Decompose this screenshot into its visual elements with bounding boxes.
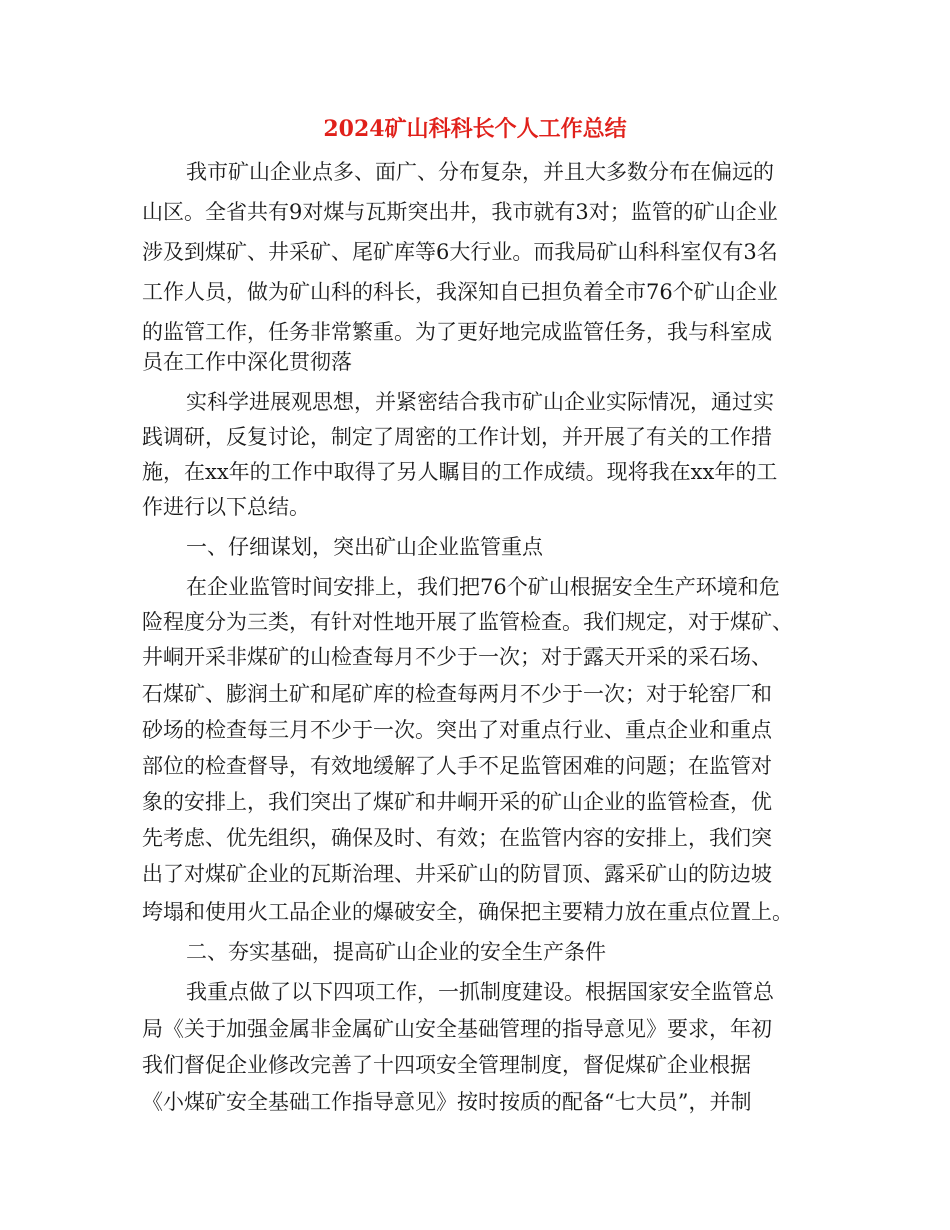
section-heading-2: 二、夯实基础，提高矿山企业的安全生产条件	[186, 940, 606, 964]
body-line: 涉及到煤矿、井采矿、尾矿库等6大行业。而我局矿山科科室仅有3名	[142, 240, 778, 264]
body-line: 我们督促企业修改完善了十四项安全管理制度，督促煤矿企业根据	[142, 1053, 751, 1077]
body-line: 员在工作中深化贯彻落	[142, 350, 352, 374]
body-line: 先考虑、优先组织，确保及时、有效；在监管内容的安排上，我们突	[142, 826, 772, 850]
body-line: 《小煤矿安全基础工作指导意见》按时按质的配备“七大员”，并制	[142, 1090, 752, 1114]
body-line: 我市矿山企业点多、面广、分布复杂，并且大多数分布在偏远的	[186, 160, 774, 184]
body-line: 垮塌和使用火工品企业的爆破安全，确保把主要精力放在重点位置上。	[142, 900, 793, 924]
body-line: 象的安排上，我们突出了煤矿和井峒开采的矿山企业的监管检查，优	[142, 790, 772, 814]
body-line: 施，在xx年的工作中取得了另人瞩目的工作成绩。现将我在xx年的工	[142, 460, 778, 484]
document-title: 2024矿山科科长个人工作总结	[323, 116, 627, 142]
body-line: 出了对煤矿企业的瓦斯治理、井采矿山的防冒顶、露采矿山的防边坡	[142, 862, 772, 886]
body-line: 实科学进展观思想，并紧密结合我市矿山企业实际情况，通过实	[186, 390, 774, 414]
body-line: 的监管工作，任务非常繁重。为了更好地完成监管任务，我与科室成	[142, 320, 772, 344]
body-line: 工作人员，做为矿山科的科长，我深知自已担负着全市76个矿山企业	[142, 280, 778, 304]
body-line: 在企业监管时间安排上，我们把76个矿山根据安全生产环境和危	[186, 575, 780, 599]
body-line: 局《关于加强金属非金属矿山安全基础管理的指导意见》要求，年初	[142, 1017, 772, 1041]
body-line: 险程度分为三类，有针对性地开展了监管检查。我们规定，对于煤矿、	[142, 610, 793, 634]
body-line: 井峒开采非煤矿的山检查每月不少于一次；对于露天开采的采石场、	[142, 645, 772, 669]
body-line: 山区。全省共有9对煤与瓦斯突出井，我市就有3对；监管的矿山企业	[142, 200, 778, 224]
body-line: 石煤矿、膨润土矿和尾矿库的检查每两月不少于一次；对于轮窑厂和	[142, 682, 772, 706]
body-line: 部位的检查督导，有效地缓解了人手不足监管困难的问题；在监管对	[142, 754, 772, 778]
section-heading-1: 一、仔细谋划，突出矿山企业监管重点	[186, 535, 543, 559]
body-line: 践调研，反复讨论，制定了周密的工作计划，并开展了有关的工作措	[142, 425, 772, 449]
body-line: 我重点做了以下四项工作，一抓制度建设。根据国家安全监管总	[186, 980, 774, 1004]
body-line: 作进行以下总结。	[142, 495, 310, 519]
body-line: 砂场的检查每三月不少于一次。突出了对重点行业、重点企业和重点	[142, 718, 772, 742]
